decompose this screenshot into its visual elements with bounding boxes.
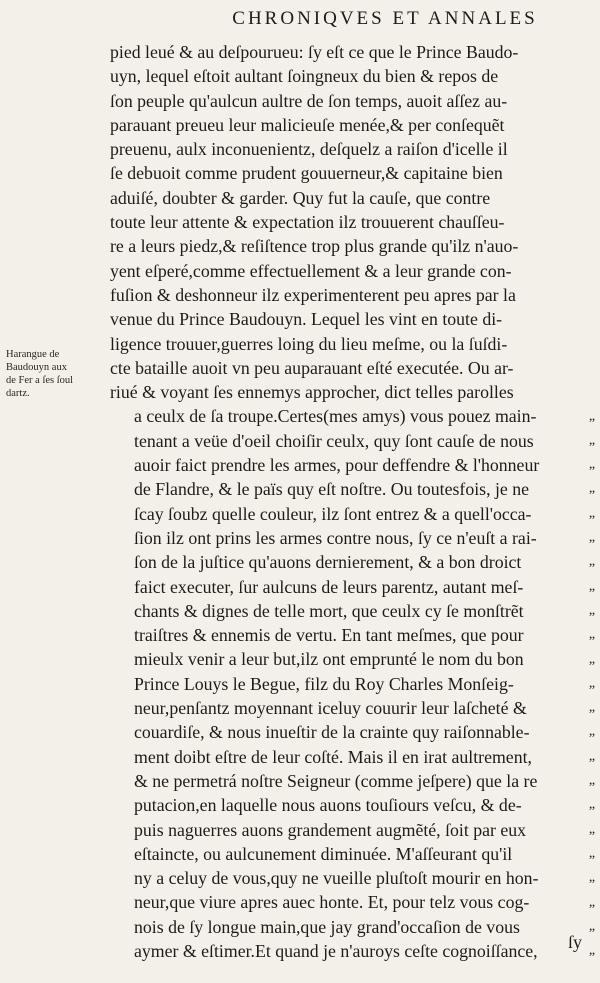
text-line: uyn, lequel eſtoit aultant ſoingneux du bien & repos de	[110, 66, 499, 87]
text-line: neur,que viure apres auec honte. Et, pour telz vous cog-	[134, 892, 530, 913]
text-line: ſcay ſoubz quelle couleur, ilz ſont entrez & a quell'occa-	[134, 503, 532, 524]
quote-mark: „	[588, 773, 596, 788]
margin-note-line: Harangue de	[6, 349, 60, 360]
margin-note-line: dartz.	[6, 388, 30, 399]
text-line: traiſtres & ennemis de vertu. En tant meſmes, que pour	[134, 625, 524, 646]
catchword: ſy	[567, 932, 582, 952]
quote-mark: „	[588, 481, 596, 497]
text-line: ment doibt eſtre de leur coſté. Mais il en irat aultrement,	[134, 746, 532, 767]
text-line: puis naguerres auons grandement augmẽté, ſoit par eux	[134, 819, 527, 840]
quote-mark: „	[588, 821, 596, 837]
text-line: putacion,en laquelle nous auons touſiours veſcu, & de-	[134, 795, 522, 816]
margin-note-line: de Fer a ſes ſoul	[6, 375, 74, 386]
text-line: pied leué & au deſpourueu: ſy eſt ce que le Prince Baudo-	[110, 42, 519, 62]
text-line: chants & dignes de telle mort, que ceulx cy ſe monſtrẽt	[134, 600, 524, 621]
text-line: faict executer, ſur aulcuns de leurs parentz, autant meſ-	[134, 576, 524, 597]
text-line: auoir faict prendre les armes, pour deffendre & l'honneur	[134, 455, 540, 476]
quote-mark: „	[588, 627, 596, 643]
quote-mark: „	[588, 505, 596, 521]
quote-mark: „	[588, 918, 596, 934]
text-line: yent eſperé,comme effectuellement & a leur grande con-	[110, 260, 512, 281]
text-line: cte bataille auoit vn peu auparauant eſté executée. Ou ar-	[110, 357, 514, 378]
text-line: tenant a veüe d'oeil choiſir ceulx, quy ſont cauſe de nous	[134, 430, 534, 451]
main-text	[110, 40, 590, 963]
quote-mark: „	[588, 845, 596, 861]
margin-note	[6, 348, 106, 400]
text-line: ligence trouuer,guerres loing du lieu meſme, ou la ſuſdi-	[110, 333, 508, 354]
text-line: neur,penſantz moyennant iceluy couurir leur laſcheté &	[134, 698, 527, 719]
text-line: re a leurs piedz,& reſiſtence trop plus grande qu'ilz n'auo-	[110, 236, 519, 257]
text-line: venue du Prince Baudouyn. Lequel les vint en toute di-	[110, 309, 503, 330]
text-line: toute leur attente & expectation ilz trouuerent chauſſeu-	[110, 212, 505, 233]
text-line: eſtaincte, ou aulcunement diminuée. M'aſſeurant qu'il	[134, 843, 513, 864]
margin-note-line: Baudouyn aux	[6, 362, 67, 373]
quote-mark: „	[588, 894, 596, 910]
quote-mark: „	[588, 651, 596, 667]
text-line: de Flandre, & le païs quy eſt noſtre. Ou toutesfois, je ne	[134, 479, 530, 500]
running-header-text: CHRONIQVES ET ANNALES	[232, 8, 538, 29]
quote-mark: „	[588, 432, 596, 448]
quote-mark: „	[588, 870, 596, 886]
text-line: mieulx venir a leur but,ilz ont emprunté le nom du bon	[134, 649, 524, 670]
text-line: preuenu, aulx inconuenientz, deſquelz a raiſon d'icelle il	[110, 139, 508, 160]
text-line: riué & voyant ſes ennemys approcher, dict telles parolles	[110, 382, 514, 403]
quote-mark: „	[588, 797, 596, 813]
quote-mark: „	[588, 675, 596, 691]
quote-mark: „	[588, 578, 596, 594]
text-line: aymer & eſtimer.Et quand je n'auroys ceſte cognoiſſance,	[134, 940, 538, 961]
text-line: aduiſé, doubter & garder. Quy fut la cauſe, que contre	[110, 187, 491, 208]
text-line: ſion ilz ont prins les armes contre nous, ſy ce n'euſt a rai-	[134, 527, 537, 548]
text-line: nois de ſy longue main,que jay grand'occaſion de vous	[134, 916, 520, 937]
text-line: ny a celuy de vous,quy ne vueille pluſtoſt mourir en hon-	[134, 868, 539, 889]
quote-mark: „	[588, 457, 596, 473]
text-line: fuſion & deshonneur ilz experimenterent peu apres par la	[110, 284, 516, 305]
quote-mark: „	[588, 748, 596, 764]
quote-mark: „	[588, 943, 596, 959]
text-line: ſon peuple qu'aulcun aultre de ſon temps, auoit aſſez au-	[110, 90, 508, 111]
text-line: & ne permetrá noſtre Seigneur (comme jeſpere) que la re	[134, 770, 538, 791]
text-line: couardiſe, & nous inueſtir de la crainte quy raiſonnable-	[134, 722, 530, 743]
text-line: Prince Louys le Begue, filz du Roy Charles Monſeig-	[134, 673, 514, 694]
running-header	[0, 8, 600, 30]
text-line: parauant preueu leur malicieuſe menée,& per conſequẽt	[110, 114, 505, 135]
quote-mark: „	[588, 530, 596, 545]
text-line: a ceulx de ſa troupe.Certes(mes amys) vous pouez main-	[134, 406, 537, 427]
quote-mark: „	[588, 554, 596, 570]
text-line: ſe debuoit comme prudent gouuerneur,& capitaine bien	[110, 163, 503, 184]
quote-mark: „	[588, 724, 596, 740]
quote-mark: „	[588, 700, 596, 716]
quote-mark: „	[588, 602, 596, 618]
text-line: ſon de la juſtice qu'auons dernierement, & a bon droict	[134, 552, 522, 573]
quote-mark: „	[588, 408, 596, 424]
